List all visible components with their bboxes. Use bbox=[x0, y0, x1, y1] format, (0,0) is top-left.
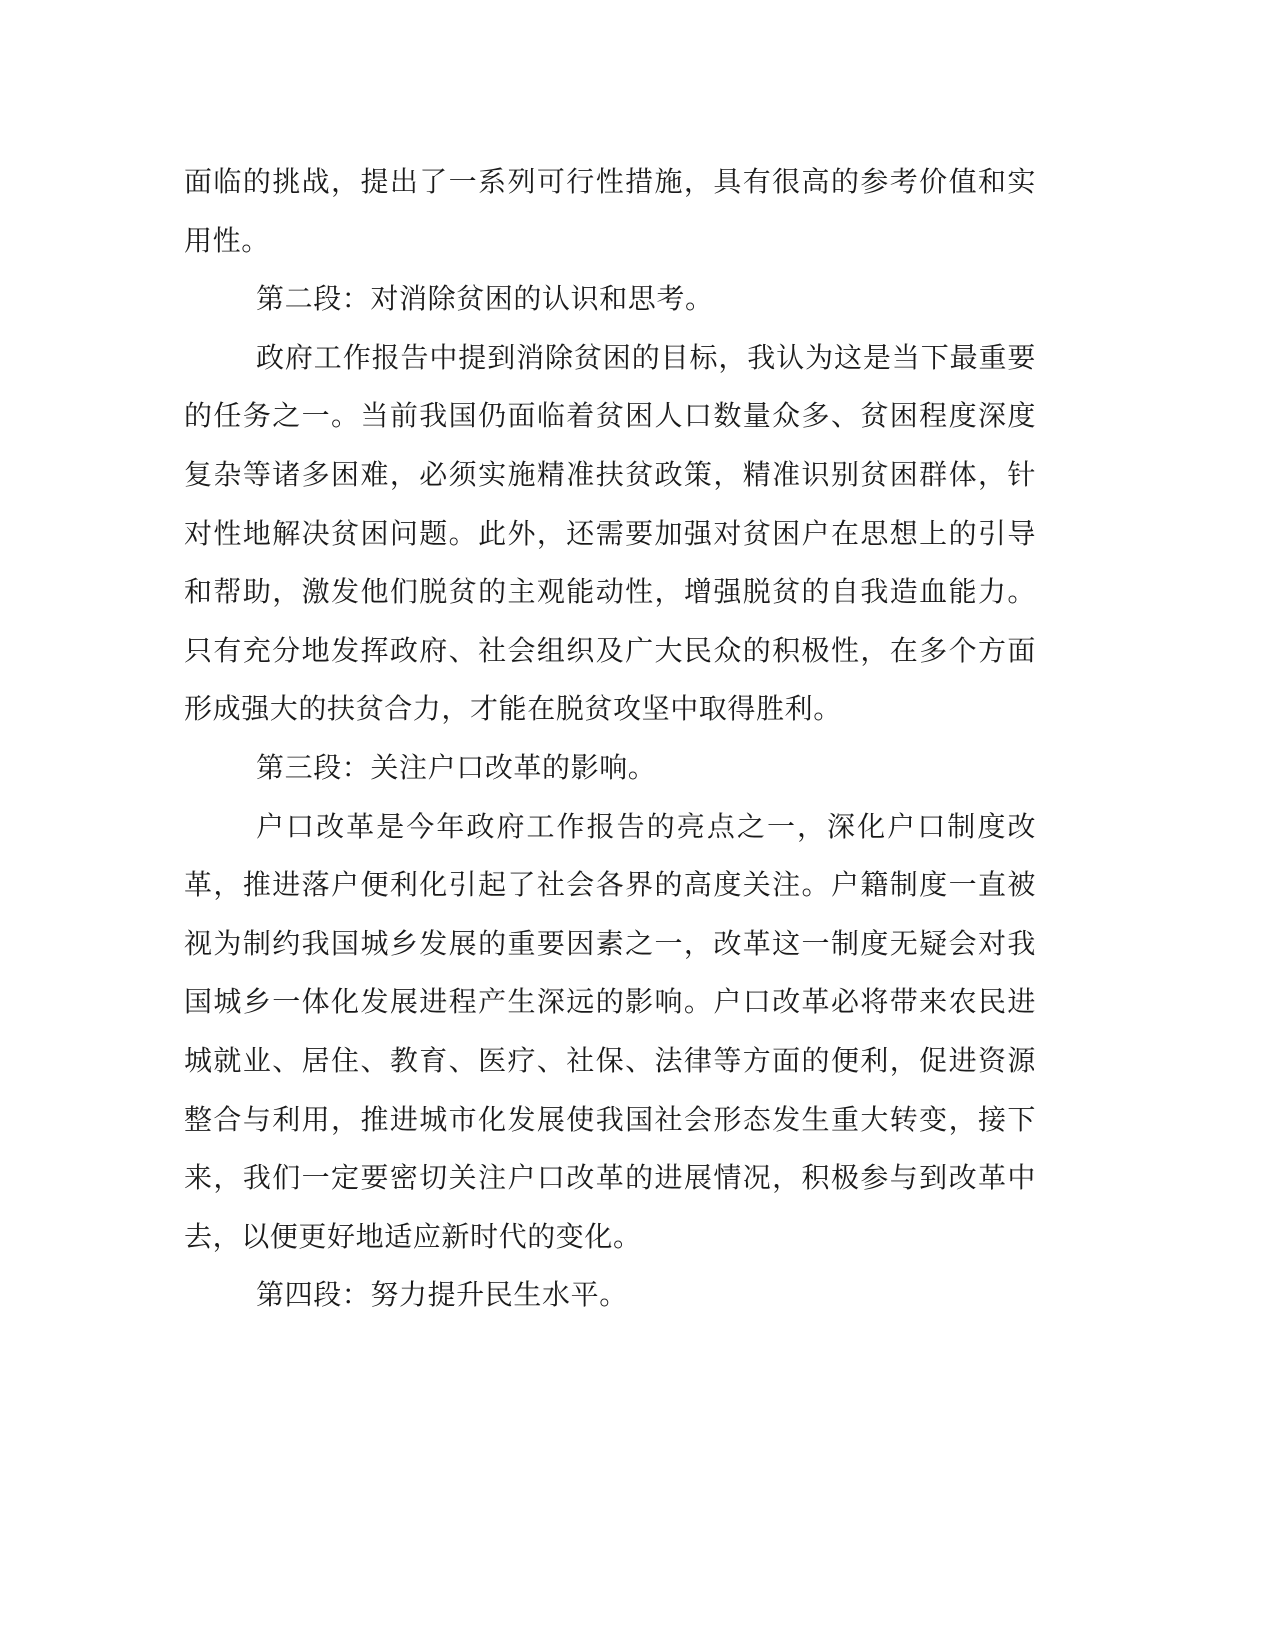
section-heading-4: 第四段：努力提升民生水平。 bbox=[256, 1278, 628, 1312]
document-body bbox=[184, 153, 1036, 1325]
paragraph-continued: 面临的挑战，提出了一系列可行性措施，具有很高的参考价值和实用性。 bbox=[184, 165, 1036, 257]
section-heading-3: 第三段：关注户口改革的影响。 bbox=[256, 750, 657, 784]
paragraph-poverty: 政府工作报告中提到消除贫困的目标，我认为这是当下最重要的任务之一。当前我国仍面临着贫困人口数量众多、贫困程度深度复杂等诸多困难，必须实施精准扶贫政策，精准识别贫困群体，针对性地解决贫困问题。此外，还需要加强对贫困户在思想上的引导和帮助，激发他们脱贫的主观能动性，增强脱贫的自我造血能力。只有充分地发挥政府、社会组织及广大民众的积极性，在多个方面形成强大的扶贫合力，才能在脱贫攻坚中取得胜利。 bbox=[184, 340, 1036, 726]
paragraph-hukou-reform: 户口改革是今年政府工作报告的亮点之一，深化户口制度改革，推进落户便利化引起了社会各界的高度关注。户籍制度一直被视为制约我国城乡发展的重要因素之一，改革这一制度无疑会对我国城乡一体化发展进程产生深远的影响。户口改革必将带来农民进城就业、居住、教育、医疗、社保、法律等方面的便利，促进资源整合与利用，推进城市化发展使我国社会形态发生重大转变，接下来，我们一定要密切关注户口改革的进展情况，积极参与到改革中去，以便更好地适应新时代的变化。 bbox=[184, 809, 1036, 1253]
section-heading-2: 第二段：对消除贫困的认识和思考。 bbox=[256, 282, 714, 316]
